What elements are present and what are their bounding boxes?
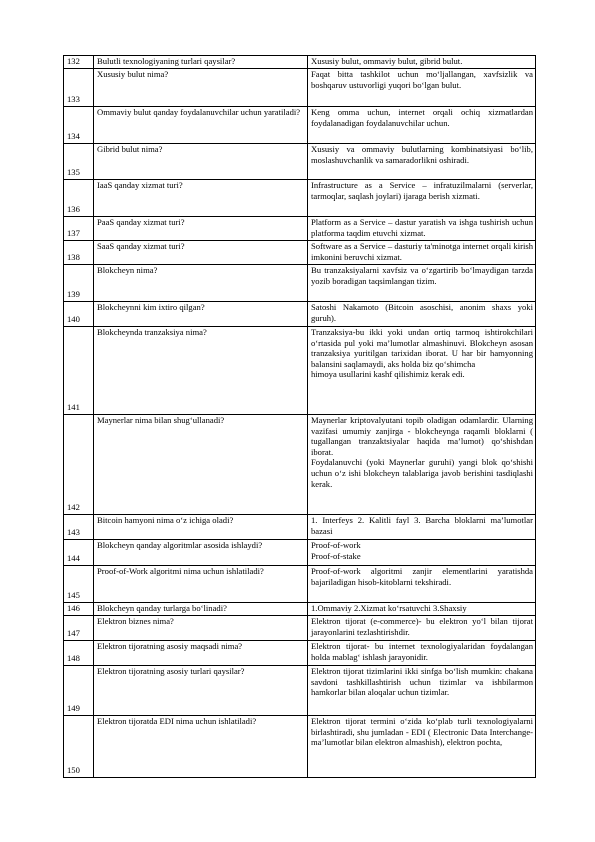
question-text: Proof-of-Work algoritmi nima uchun ishlatiladi? <box>97 566 264 576</box>
table-row <box>64 144 536 180</box>
answer-cell <box>308 716 536 778</box>
row-number: 145 <box>64 566 94 603</box>
row-number: 140 <box>64 302 94 327</box>
question-text: Xususiy bulut nima? <box>97 69 169 79</box>
answer-text: Satoshi Nakamoto (Bitcoin asoschisi, anonim shaxs yoki guruh). <box>311 302 533 323</box>
table-row <box>64 603 536 616</box>
table-row <box>64 641 536 666</box>
question-cell <box>94 603 308 616</box>
question-cell <box>94 566 308 603</box>
question-text: Gibrid bulut nima? <box>97 144 163 154</box>
row-number: 137 <box>64 217 94 241</box>
answer-text: Xususiy va ommaviy bulutlarning kombinatsiyasi bo‘lib, moslashuvchanlik va samaradorlikni oshiradi. <box>311 144 533 165</box>
question-cell <box>94 540 308 566</box>
answer-text: Proof-of-work Proof-of-stake <box>311 540 361 561</box>
question-cell <box>94 107 308 144</box>
question-text: Elektron tijoratda EDI nima uchun ishlatiladi? <box>97 716 257 726</box>
answer-text: Maynerlar kriptovalyutani topib oladigan odamlardir. Ularning vazifasi umumiy zanjirga - blokcheynga raqamli bloklarni ( tugallangan tranzaktsiyalar haqida ma’lumot) qo‘shishdan iborat. Foydalanuvchi (yoki Maynerlar guruhi) yangi blok qo‘shishi uchun o‘z ishi blokcheyn talablariga javob berishini tasdiqlashi kerak. <box>311 415 533 489</box>
answer-cell <box>308 616 536 641</box>
table-row <box>64 217 536 241</box>
table-row <box>64 566 536 603</box>
answer-cell <box>308 666 536 716</box>
table-row <box>64 265 536 302</box>
table-row <box>64 540 536 566</box>
row-number: 136 <box>64 180 94 217</box>
answer-cell <box>308 603 536 616</box>
answer-text: Bu tranzaksiyalarni xavfsiz va o‘zgartirib bo‘lmaydigan tarzda yozib boradigan taqsimlangan tizim. <box>311 265 533 286</box>
row-number: 149 <box>64 666 94 716</box>
question-cell <box>94 56 308 69</box>
answer-text: Elektron tijorat (e-commerce)- bu elektron yo‘l bilan tijorat jarayonlarini tezlashtirishdir. <box>311 616 533 637</box>
table-row <box>64 666 536 716</box>
answer-cell <box>308 217 536 241</box>
answer-cell <box>308 641 536 666</box>
question-cell <box>94 144 308 180</box>
question-text: Blokcheyn qanday turlarga bo‘linadi? <box>97 603 227 613</box>
question-cell <box>94 241 308 265</box>
table-row <box>64 107 536 144</box>
answer-text: 1.Ommaviy 2.Xizmat ko‘rsatuvchi 3.Shaxsiy <box>311 603 467 613</box>
question-cell <box>94 641 308 666</box>
answer-cell <box>308 302 536 327</box>
row-number: 143 <box>64 515 94 540</box>
row-number: 148 <box>64 641 94 666</box>
question-text: Blokcheyn nima? <box>97 265 158 275</box>
table-row <box>64 241 536 265</box>
answer-text: Infrastructure as a Service – infratuzilmalarni (serverlar, tarmoqlar, saqlash joylari) ijaraga berish xizmati. <box>311 180 533 201</box>
answer-cell <box>308 241 536 265</box>
row-number: 134 <box>64 107 94 144</box>
question-text: Blokcheyn qanday algoritmlar asosida ishlaydi? <box>97 540 263 550</box>
table-row <box>64 180 536 217</box>
answer-text: Tranzaksiya-bu ikki yoki undan ortiq tarmoq ishtirokchilari o‘rtasida pul yoki ma’lumotlar almashinuvi. Blokcheyn asosan tranzaksiya yuritilgan tarixidan iborat. U har bir hamyonning balansini saqlamaydi, aks holda biz qo‘shimcha himoya usullarini kashf qilishimiz kerak edi. <box>311 327 533 380</box>
answer-text: Proof-of-work algoritmi zanjir elementlarini yaratishda bajariladigan hisob-kitoblarni tekshiradi. <box>311 566 533 587</box>
question-text: Ommaviy bulut qanday foydalanuvchilar uchun yaratiladi? <box>97 107 301 117</box>
question-cell <box>94 265 308 302</box>
table-row <box>64 56 536 69</box>
question-cell <box>94 666 308 716</box>
question-cell <box>94 302 308 327</box>
row-number: 144 <box>64 540 94 566</box>
answer-text: 1. Interfeys 2. Kalitli fayl 3. Barcha bloklarni ma’lumotlar bazasi <box>311 515 533 536</box>
answer-cell <box>308 415 536 515</box>
table-row <box>64 327 536 415</box>
question-text: Elektron tijoratning asosiy turlari qaysilar? <box>97 666 245 676</box>
row-number: 142 <box>64 415 94 515</box>
question-text: Bitcoin hamyoni nima o‘z ichiga oladi? <box>97 515 234 525</box>
answer-text: Platform as a Service – dastur yaratish va ishga tushirish uchun platforma taqdim etuvchi xizmat. <box>311 217 533 238</box>
question-text: Elektron biznes nima? <box>97 616 174 626</box>
row-number: 138 <box>64 241 94 265</box>
answer-text: Xususiy bulut, ommaviy bulut, gibrid bulut. <box>311 56 463 66</box>
answer-text: Keng omma uchun, internet orqali ochiq xizmatlardan foydalanadigan foydalanuvchilar uchun. <box>311 107 533 128</box>
row-number: 135 <box>64 144 94 180</box>
question-text: IaaS qanday xizmat turi? <box>97 180 183 190</box>
table-row <box>64 69 536 107</box>
table-row <box>64 415 536 515</box>
answer-cell <box>308 180 536 217</box>
answer-text: Elektron tijorat- bu internet texnologiyalaridan foydalangan holda mablag‘ ishlash jarayonidir. <box>311 641 533 662</box>
questions-table <box>63 55 536 778</box>
answer-text: Software as a Service – dasturiy ta'minotga internet orqali kirish imkonini beruvchi xizmat. <box>311 241 533 262</box>
table-row <box>64 716 536 778</box>
row-number: 147 <box>64 616 94 641</box>
question-cell <box>94 415 308 515</box>
question-cell <box>94 180 308 217</box>
answer-cell <box>308 56 536 69</box>
answer-text: Elektron tijorat termini o‘zida ko‘plab turli texnologiyalarni birlashtiradi, shu jumladan - EDI ( Electronic Data Interchange- ma’lumotlar bilan elektron almashish), elektron pochta, <box>311 716 533 748</box>
row-number: 141 <box>64 327 94 415</box>
answer-text: Elektron tijorat tizimlarini ikki sinfga bo‘lish mumkin: chakana savdoni tashkillashtirish uchun tizimlar va ishbilarmon hamkorlar bilan aloqalar uchun tizimlar. <box>311 666 533 698</box>
question-text: Bulutli texnologiyaning turlari qaysilar? <box>97 56 236 66</box>
answer-cell <box>308 144 536 180</box>
question-text: Blokcheynni kim ixtiro qilgan? <box>97 302 205 312</box>
question-cell <box>94 327 308 415</box>
answer-cell <box>308 327 536 415</box>
row-number: 133 <box>64 69 94 107</box>
table-row <box>64 616 536 641</box>
answer-cell <box>308 69 536 107</box>
answer-cell <box>308 566 536 603</box>
row-number: 139 <box>64 265 94 302</box>
table-row <box>64 302 536 327</box>
question-cell <box>94 515 308 540</box>
question-cell <box>94 217 308 241</box>
table-row <box>64 515 536 540</box>
question-cell <box>94 616 308 641</box>
question-text: Elektron tijoratning asosiy maqsadi nima? <box>97 641 243 651</box>
answer-cell <box>308 540 536 566</box>
row-number: 150 <box>64 716 94 778</box>
answer-cell <box>308 107 536 144</box>
question-text: Blokcheynda tranzaksiya nima? <box>97 327 207 337</box>
row-number: 146 <box>64 603 94 616</box>
answer-text: Faqat bitta tashkilot uchun mo‘ljallangan, xavfsizlik va boshqaruv ustuvorligi yuqori bo‘lgan bulut. <box>311 69 533 90</box>
answer-cell <box>308 265 536 302</box>
answer-cell <box>308 515 536 540</box>
question-cell <box>94 69 308 107</box>
question-cell <box>94 716 308 778</box>
question-text: Maynerlar nima bilan shug‘ullanadi? <box>97 415 225 425</box>
question-text: PaaS qanday xizmat turi? <box>97 217 185 227</box>
question-text: SaaS qanday xizmat turi? <box>97 241 185 251</box>
row-number: 132 <box>64 56 94 69</box>
